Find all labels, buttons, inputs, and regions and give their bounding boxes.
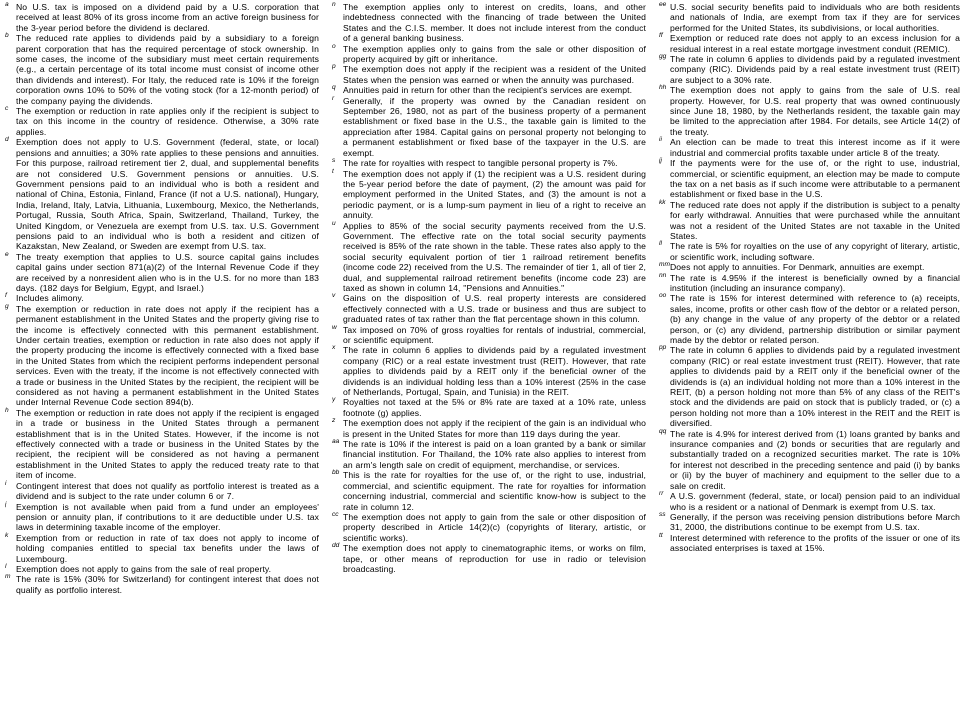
footnote-item [332, 439, 646, 470]
footnote-item [332, 293, 646, 324]
footnote-marker: tt [659, 531, 663, 539]
footnote-item [659, 54, 960, 85]
footnote-text: The rate in column 6 applies to dividends paid by a regulated investment company (RIC). Dividends paid by a real estate investment trust (REIT) are subject to a 30% rate. [670, 54, 960, 85]
footnote-text: The exemption or reduction in rate applies only if the recipient is subject to tax on this income in the country of residence. Otherwise, a 30% rate applies. [16, 106, 319, 137]
footnote-marker: e [5, 250, 9, 258]
footnote-text: The rate is 10% if the interest is paid on a loan granted by a bank or similar financial institution. For Thailand, the 10% rate also applies to interest from an arm's length sale on credit of equipment, merchandise, or services. [343, 439, 646, 470]
footnote-marker: g [5, 302, 9, 310]
footnote-marker: ss [659, 510, 666, 518]
footnote-item [5, 33, 319, 106]
footnote-marker: kk [659, 198, 666, 206]
footnote-item [5, 564, 319, 574]
footnote-marker: ii [659, 136, 662, 144]
footnote-marker: cc [332, 510, 339, 518]
footnote-marker: hh [659, 84, 667, 92]
footnote-item [5, 106, 319, 137]
footnote-text: Includes alimony. [16, 293, 84, 304]
footnote-item [5, 304, 319, 408]
footnote-text: U.S. social security benefits paid to individuals who are both residents and nationals of India, are exempt from tax if they are for services performed for the United States, its subdivisions, or local authorities. [670, 2, 960, 33]
footnote-item [332, 470, 646, 512]
footnote-text: The exemption does not apply to gain from the sale or other disposition of property described in Article 14(2)(c) (copyrights of literary, artistic, or scientific works). [343, 511, 646, 543]
footnote-marker: f [5, 292, 7, 300]
footnote-text: The exemption does not apply if the recipient of the gain is an individual who is present in the United States for more than 119 days during the year. [343, 418, 646, 439]
footnote-text: The reduced rate does not apply if the distribution is subject to a penalty for early withdrawal. Annuities that were purchased while the annuitant was not a resident of the United States are not taxable in the United States. [670, 199, 960, 241]
footnote-text: The exemption or reduction in rate does not apply if the recipient is engaged in a trade or business in the United States through a permanent establishment that is in the United States. However, if the income is not effectively connected with a trade or business in the United States by the recipient, the recipient will be considered as not having a permanent establishment in the United States to apply the reduced treaty rate to that item of income. [16, 407, 319, 481]
footnote-marker: t [332, 167, 334, 175]
footnote-text: A U.S. government (federal, state, or local) pension paid to an individual who is a resident or a national of Denmark is exempt from U.S. tax. [670, 491, 960, 512]
footnote-marker: w [332, 323, 337, 331]
footnote-text: The rate is 4.9% for interest derived from (1) loans granted by banks and insurance companies and (2) bonds or securities that are regularly and substantially traded on a recognized securities market. The rate is 10% for interest not described in the preceding sentence and paid (i) by banks or (ii) by the buyer of machinery and equipment to the seller due to a sale on credit. [670, 428, 960, 491]
footnote-item [332, 543, 646, 574]
footnote-marker: o [332, 42, 336, 50]
footnote-marker: m [5, 573, 11, 581]
footnote-text: An election can be made to treat this interest income as if it were industrial and commercial profits taxable under article 8 of the treaty. [670, 137, 960, 158]
footnote-marker: ll [659, 240, 662, 248]
footnote-marker: s [332, 157, 336, 165]
footnote-text: Does not apply to annuities. For Denmark, annuities are exempt. [670, 262, 925, 273]
footnote-marker: ff [659, 32, 663, 40]
footnote-marker: c [5, 105, 9, 113]
footnote-marker: i [5, 479, 7, 487]
footnote-item [332, 96, 646, 158]
footnote-marker: l [5, 562, 7, 570]
footnote-text: Generally, if the property was owned by the Canadian resident on September 26, 1980, not as part of the business property of a permanent establishment or fixed base in the U.S., the taxable gain is limited to the appreciation after 1984. Capital gains on personal property not belonging to a permanent establishment or fixed base of the taxpayer in the U.S. are exempt. [343, 95, 646, 158]
footnote-item [332, 85, 646, 95]
footnote-text: The rate in column 6 applies to dividends paid by a regulated investment company (RIC) or real estate investment trust (REIT). However, that rate applies to dividends paid by a REIT only if the beneficial owner of the dividends is (a) an individual holding not more than a 10% interest in the REIT, (b) a person holding not more than 5% of any class of the REIT's stock and the dividends are paid on stock that is publicly traded, or (c) a person holding not more than a 10% interest in the REIT and the REIT is diversified. [670, 345, 960, 429]
footnote-text: Exemption or reduced rate does not apply to an excess inclusion for a residual interest in a real estate mortgage investment conduit (REMIC). [670, 33, 960, 54]
footnote-marker: j [5, 500, 7, 508]
footnote-item [5, 252, 319, 294]
footnote-text: The exemption does not apply if the recipient was a resident of the United States when the pension was earned or when the annuity was purchased. [343, 64, 646, 85]
footnote-item [332, 221, 646, 294]
footnote-item [659, 85, 960, 137]
footnote-item [332, 397, 646, 418]
footnote-text: The rate in column 6 applies to dividends paid by a regulated investment company (RIC) or a real estate investment trust (REIT). However, that rate applies to dividends paid by a REIT only if the beneficial owner of the dividends is an individual holding less than a 10% interest (25% in the case of Netherlands, Portugal, Spain, and Tunisia) in the REIT. [343, 345, 646, 398]
footnote-item [5, 137, 319, 251]
footnote-item [659, 137, 960, 158]
footnote-item [332, 44, 646, 65]
footnote-text: Interest determined with reference to the profits of the issuer or one of its associated enterprises is taxed at 15%. [670, 532, 960, 554]
footnote-marker: y [332, 396, 336, 404]
footnote-item [659, 293, 960, 345]
footnote-marker: qq [659, 427, 667, 435]
footnote-item [5, 502, 319, 533]
footnote-item [332, 64, 646, 85]
footnote-item [659, 2, 960, 33]
footnote-marker: q [332, 84, 336, 92]
footnote-marker: bb [332, 469, 340, 477]
footnote-item [659, 241, 960, 262]
footnote-text: The exemption does not apply to gains from the sale of U.S. real property. However, for U.S. real property that was owned continuously since June 18, 1980, by the Netherlands resident, the taxable gain may be limited to the appreciation after 1984. For details, see Article 14(2) of the treaty. [670, 85, 960, 137]
footnote-item [332, 512, 646, 543]
footnote-text: Applies to 85% of the social security payments received from the U.S. Government. The effective rate on the total social security payments received is 85% of the rate shown in the table. These rates also apply to the social security equivalent portion of tier 1 railroad retirement benefits (income code 22) received from the U.S. The remainder of tier 1, all of tier 2, dual, and supplemental railroad retirement benefits (income code 23) are taxed as shown in column 14, "Pensions and Annuities." [343, 220, 646, 293]
footnote-text: Exemption does not apply to U.S. Government (federal, state, or local) pensions and annuities; a 30% rate applies to these pensions and annuities. For this purpose, railroad retirement tier 2, dual, and supplemental benefits are not considered U.S. Government pensions or annuities. U.S. Government pensions paid to an individual who is both a resident and national of China, Estonia, Finland, France (if not a U.S. national), Hungary, India, Ireland, Italy, Latvia, Lithuania, Luxembourg, Mexico, the Netherlands, Portugal, Russia, South Africa, Spain, Switzerland, Thailand, Turkey, the United Kingdom, or Venezuela are exempt from U.S. tax. U.S. Government pensions paid to an individual who is both a resident and citizen of Kazakstan, New Zealand, or Sweden are exempt from U.S. tax. [16, 137, 319, 252]
footnote-text: Royalties not taxed at the 5% or 8% rate are taxed at a 10% rate, unless footnote (g) applies. [343, 397, 646, 418]
footnote-marker: a [5, 2, 9, 8]
footnote-text: Tax imposed on 70% of gross royalties for rentals of industrial, commercial, or scientific equipment. [343, 324, 646, 345]
footnote-item [659, 158, 960, 200]
footnote-item [5, 574, 319, 595]
footnote-column-1 [5, 2, 319, 721]
footnote-marker: x [332, 344, 336, 352]
footnote-text: The exemption or reduction in rate does not apply if the recipient has a permanent establishment in the United States and the property giving rise to the income is effectively connected with this permanent establishment. Under certain treaties, exemption or reduction in rate also does not apply if the property producing the income is effectively connected with a fixed base in the United States from which the recipient performs independent personal services. Even with the treaty, if the income is not effectively connected with a trade or business in the United States by the recipient, the recipient will be considered as not having a permanent establishment in the United States under Internal Revenue Code section 894(b). [16, 303, 319, 408]
footnote-item [332, 345, 646, 397]
footnote-column-2 [332, 2, 646, 721]
footnote-marker: pp [659, 344, 667, 352]
footnote-item [659, 491, 960, 512]
footnote-text: Annuities paid in return for other than the recipient's services are exempt. [343, 85, 633, 96]
footnote-text: This is the rate for royalties for the use of, or the right to use, industrial, commercial, and scientific equipment. The rate for royalties for information concerning industrial, commercial and scientific know-how is subject to the rate in column 12. [343, 470, 646, 512]
footnote-marker: v [332, 292, 336, 300]
footnote-marker: n [332, 2, 336, 8]
footnote-text: Exemption does not apply to gains from the sale of real property. [16, 563, 272, 574]
footnote-marker: b [5, 32, 9, 40]
footnote-text: Generally, if the person was receiving pension distributions before March 31, 2000, the distributions continue to be exempt from U.S. tax. [670, 511, 960, 533]
footnote-text: The exemption applies only to interest on credits, loans, and other indebtedness connected with the financing of trade between the United States and the C.I.S. member. It does not include interest from the conduct of a general banking business. [343, 2, 646, 44]
footnote-text: The exemption does not apply if (1) the recipient was a U.S. resident during the 5-year period before the date of payment, (2) the amount was paid for employment performed in the United States, and (3) the amount is not a periodic payment, or is a lump-sum payment in lieu of a right to receive an annuity. [343, 168, 646, 221]
footnote-item [659, 33, 960, 54]
footnote-text: If the payments were for the use of, or the right to use, industrial, commercial, or scientific equipment, an election may be made to compute the tax on a net basis as if such income were attributable to a permanent establishment or fixed base in the U.S. [670, 158, 960, 200]
footnote-text: The exemption does not apply to cinematographic items, or works on film, tape, or other means of reproduction for use in radio or television broadcasting. [343, 543, 646, 574]
footnote-marker: jj [659, 157, 662, 165]
footnote-text: The rate is 5% for royalties on the use of any copyright of literary, artistic, or scientific work, including software. [670, 241, 960, 262]
footnote-item [659, 345, 960, 428]
footnote-item [5, 2, 319, 33]
footnote-item [659, 273, 960, 294]
footnote-marker: oo [659, 292, 667, 300]
footnote-marker: rr [659, 490, 664, 498]
footnote-marker: p [332, 63, 336, 71]
footnote-marker: aa [332, 438, 340, 446]
footnote-text: Exemption is not available when paid from a fund under an employees' pension or annuity plan, if contributions to it are deductible under U.S. tax laws in determining taxable income of the employer. [16, 501, 319, 533]
footnote-text: No U.S. tax is imposed on a dividend paid by a U.S. corporation that received at least 80% of its gross income from an active foreign business for the 3-year period before the dividend is declared. [16, 2, 319, 33]
footnote-text: The treaty exemption that applies to U.S. source capital gains includes capital gains under section 871(a)(2) of the Internal Revenue Code if they are received by a nonresident alien who is in the U.S. for no more than 183 days. (182 days for Belgium, Egypt, and Israel.) [16, 251, 319, 293]
footnote-marker: h [5, 406, 9, 414]
footnote-item [5, 408, 319, 481]
footnote-marker: ee [659, 2, 667, 8]
footnote-item [659, 429, 960, 491]
footnote-marker: nn [659, 271, 667, 279]
footnote-marker: z [332, 417, 336, 425]
footnote-text: Contingent interest that does not qualify as portfolio interest is treated as a dividend and is subject to the rate under column 6 or 7. [16, 480, 319, 502]
footnote-item [332, 169, 646, 221]
footnote-item [659, 533, 960, 554]
footnote-marker: mm [659, 261, 670, 269]
footnote-text: The rate for royalties with respect to tangible personal property is 7%. [343, 158, 618, 169]
footnote-marker: u [332, 219, 336, 227]
footnote-item [332, 325, 646, 346]
footnote-text: The rate is 15% (30% for Switzerland) for contingent interest that does not qualify as portfolio interest. [16, 574, 319, 595]
footnote-item [659, 262, 960, 272]
footnote-item [5, 481, 319, 502]
footnote-column-3 [659, 2, 960, 721]
footnote-text: The rate is 15% for interest determined with reference to (a) receipts, sales, income, profits or other cash flow of the debtor or a related person, (b) any change in the value of any property of the debtor or a related person, or (c) any dividend, partnership distribution or similar payment made by the debtor or related person. [670, 293, 960, 345]
footnote-marker: gg [659, 53, 667, 61]
footnote-item [5, 533, 319, 564]
footnote-item [332, 158, 646, 168]
footnote-text: Exemption from or reduction in rate of tax does not apply to income of holding companies entitled to special tax benefits under the laws of Luxembourg. [16, 532, 319, 564]
footnote-marker: k [5, 531, 9, 539]
footnote-item [5, 293, 319, 303]
footnote-text: Gains on the disposition of U.S. real property interests are considered effectively connected with a U.S. trade or business and thus are subject to graduated rates of tax rather than the flat percentage shown in this column. [343, 293, 646, 325]
footnote-marker: d [5, 136, 9, 144]
footnote-text: The reduced rate applies to dividends paid by a subsidiary to a foreign parent corporation that has the required percentage of stock ownership. In some cases, the income of the subsidiary must meet certain requirements (e.g., a certain percentage of its total income must consist of income other than dividends and interest). For Italy, the reduced rate is 10% if the foreign corporation owns 10% to 50% of the voting stock (for a 12-month period) of the company paying the dividends. [16, 33, 319, 106]
footnote-marker: dd [332, 542, 340, 550]
footnote-item [332, 418, 646, 439]
footnote-item [659, 200, 960, 242]
footnote-marker: r [332, 94, 335, 102]
footnote-item [659, 512, 960, 533]
footnote-text: The rate is 4.95% if the interest is beneficially owned by a financial institution (including an insurance company). [670, 272, 960, 293]
footnote-text: The exemption applies only to gains from the sale or other disposition of property acquired by gift or inheritance. [343, 43, 646, 65]
footnote-item [332, 2, 646, 44]
